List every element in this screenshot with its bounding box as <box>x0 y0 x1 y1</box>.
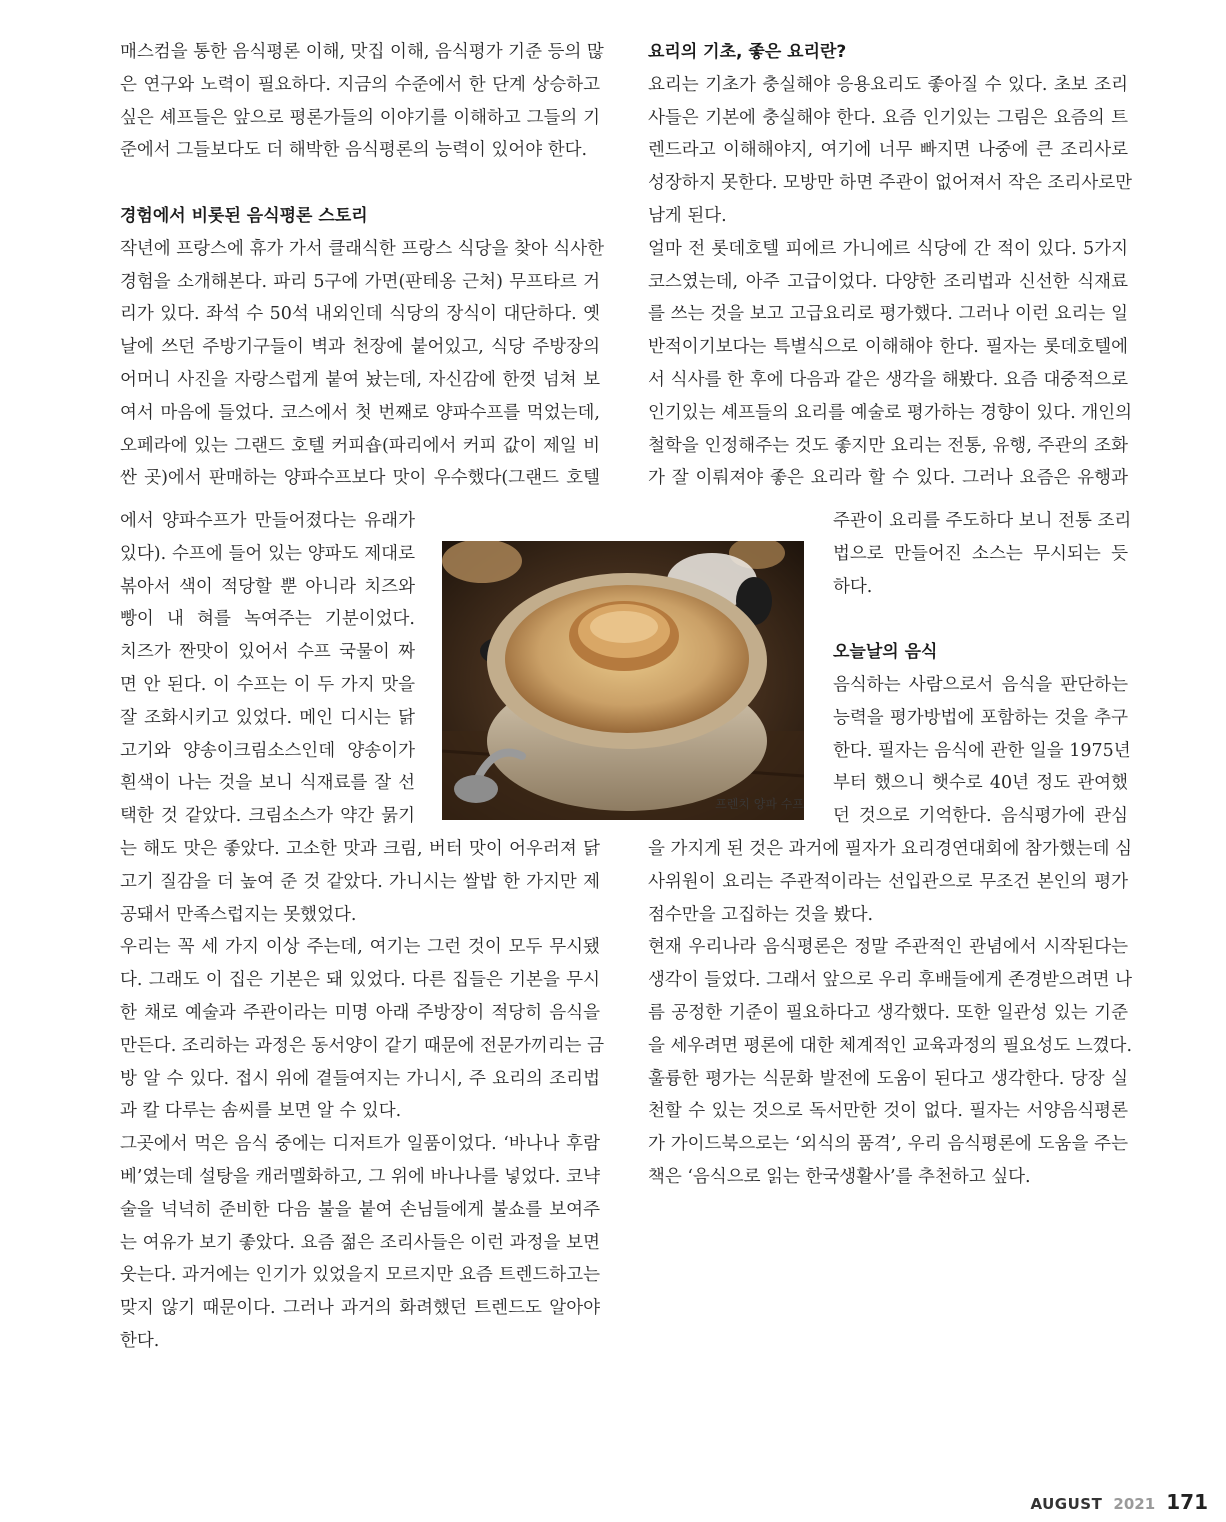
text-line: 점수만을 고집하는 것을 봤다. <box>648 904 874 925</box>
text-line: 요리는 기초가 충실해야 응용요리도 좋아질 수 있다. 초보 조리 <box>648 74 1128 95</box>
text-line: 어머니 사진을 자랑스럽게 붙여 놨는데, 자신감에 한껏 넘쳐 보 <box>120 369 600 390</box>
text-line: 가 가이드북으로는 ‘외식의 품격’, 우리 음식평론에 도움을 주는 <box>648 1134 1128 1155</box>
text-line: 고기 질감을 더 높여 준 것 같았다. 가니시는 쌀밥 한 가지만 제 <box>120 871 600 892</box>
text-line: 택한 것 같았다. 크림소스가 약간 묽기 <box>120 806 415 827</box>
page-footer <box>1030 1490 1208 1514</box>
right-column-top <box>648 36 1133 495</box>
text-line: 준에서 그들보다도 더 해박한 음식평론의 능력이 있어야 한다. <box>120 140 588 161</box>
heading-today: 오늘날의 음식 <box>833 642 938 663</box>
text-line: 경험을 소개해본다. 파리 5구에 가면(판테옹 근처) 무프타르 거 <box>120 271 600 292</box>
text-line: 사들은 기본에 충실해야 한다. 요즘 인기있는 그림은 요즘의 트 <box>648 107 1128 128</box>
text-line: 은 연구와 노력이 필요하다. 지금의 수준에서 한 단계 상승하고 <box>120 74 600 95</box>
text-line: 매스컴을 통한 음식평론 이해, 맛집 이해, 음식평가 기준 등의 많 <box>120 42 604 62</box>
text-line: 을 세우려면 평론에 대한 체계적인 교육과정의 필요성도 느꼈다. <box>648 1035 1133 1056</box>
text-line: 한다. 필자는 음식에 관한 일을 1975년 <box>833 740 1131 761</box>
text-line: 리가 있다. 좌석 수 50석 내외인데 식당의 장식이 대단하다. 옛 <box>120 304 600 325</box>
text-line: 있다). 수프에 들어 있는 양파도 제대로 <box>120 543 415 564</box>
text-line: 싼 곳)에서 판매하는 양파수프보다 맛이 우수했다(그랜드 호텔 <box>120 468 600 489</box>
text-line: 빵이 내 혀를 녹여주는 기분이었다. <box>120 609 415 630</box>
text-line: 공돼서 만족스럽지는 못했었다. <box>120 904 357 925</box>
text-line: 인기있는 셰프들의 요리를 예술로 평가하는 경향이 있다. 개인의 <box>648 402 1133 423</box>
text-line: 싶은 셰프들은 앞으로 평론가들의 이야기를 이해하고 그들의 기 <box>120 107 600 128</box>
page-number: 171 <box>1166 1490 1208 1514</box>
paragraph-recommendation <box>648 833 1133 1194</box>
text-line: 볶아서 색이 적당할 뿐 아니라 치즈와 <box>120 576 415 597</box>
text-line: 여서 마음에 들었다. 코스에서 첫 번째로 양파수프를 먹었는데, <box>120 402 600 423</box>
text-line: 오페라에 있는 그랜드 호텔 커피숍(파리에서 커피 값이 제일 비 <box>120 435 600 456</box>
footer-year: 2021 <box>1113 1495 1156 1513</box>
paragraph-sauce <box>833 505 1132 603</box>
text-line: 현재 우리나라 음식평론은 정말 주관적인 관념에서 시작된다는 <box>648 937 1128 958</box>
text-line: 주관이 요리를 주도하다 보니 전통 조리 <box>833 511 1132 531</box>
paragraph-soup <box>120 505 415 833</box>
text-line: 맞지 않기 때문이다. 그러나 과거의 화려했던 트렌드도 알아야 <box>120 1298 600 1319</box>
footer-month: AUGUST <box>1030 1495 1103 1513</box>
text-line: 는 여유가 보기 좋았다. 요즘 젊은 조리사들은 이런 과정을 보면 <box>120 1232 600 1253</box>
text-line: 렌드라고 이해해야지, 여기에 너무 빠지면 나중에 큰 조리사로 <box>648 140 1129 161</box>
text-line: 를 쓰는 것을 보고 고급요리로 평가했다. 그러나 이런 요리는 일 <box>648 304 1128 325</box>
text-line: 우리는 꼭 세 가지 이상 주는데, 여기는 그런 것이 모두 무시됐 <box>120 937 600 958</box>
paragraph-experience <box>120 233 605 495</box>
photo-caption: 프렌치 양파 수프 <box>715 797 804 811</box>
left-column-narrow <box>120 505 415 833</box>
text-line: 잘 조화시키고 있었다. 메인 디시는 닭 <box>120 707 415 728</box>
text-line: 서 식사를 한 후에 다음과 같은 생각을 해봤다. 요즘 대중적으로 <box>648 369 1128 390</box>
text-line: 하다. <box>833 576 873 597</box>
paragraph-garnish <box>120 833 605 1358</box>
text-line: 만든다. 조리하는 과정은 동서양이 같기 때문에 전문가끼리는 금 <box>120 1035 605 1056</box>
text-line: 성장하지 못한다. 모방만 하면 주관이 없어져서 작은 조리사로만 <box>648 173 1133 194</box>
left-column-bottom <box>120 833 605 1358</box>
text-line: 베’였는데 설탕을 캐러멜화하고, 그 위에 바나나를 넣었다. 코냑 <box>120 1166 600 1187</box>
right-column-narrow <box>833 505 1132 833</box>
paragraph-today <box>833 669 1131 833</box>
onion-soup-image <box>442 541 804 820</box>
text-line: 흰색이 나는 것을 보니 식재료를 잘 선 <box>120 773 415 794</box>
text-line: 면 안 된다. 이 수프는 이 두 가지 맛을 <box>120 674 415 695</box>
text-line: 법으로 만들어진 소스는 무시되는 듯 <box>833 543 1128 564</box>
text-line: 과 칼 다루는 솜씨를 보면 알 수 있다. <box>120 1101 402 1122</box>
left-column-top <box>120 36 605 495</box>
text-line: 을 가지게 된 것은 과거에 필자가 요리경연대회에 참가했는데 심 <box>648 839 1133 859</box>
text-line: 책은 ‘음식으로 읽는 한국생활사’를 추천하고 싶다. <box>648 1166 1031 1187</box>
text-line: 가 잘 이뤄져야 좋은 요리라 할 수 있다. 그러나 요즘은 유행과 <box>648 468 1128 489</box>
heading-basics: 요리의 기초, 좋은 요리란? <box>648 42 847 62</box>
text-line: 에서 양파수프가 만들어졌다는 유래가 <box>120 511 415 531</box>
text-line: 한다. <box>120 1330 160 1351</box>
right-column-bottom <box>648 833 1133 1194</box>
photo-onion-soup <box>442 541 804 820</box>
text-line: 다. 그래도 이 집은 기본은 돼 있었다. 다른 집들은 기본을 무시 <box>120 970 600 991</box>
text-line: 그곳에서 먹은 음식 중에는 디저트가 일품이었다. ‘바나나 후람 <box>120 1134 600 1155</box>
text-line: 름 공정한 기준이 필요하다고 생각했다. 또한 일관성 있는 기준 <box>648 1002 1128 1023</box>
text-line: 반적이기보다는 특별식으로 이해해야 한다. 필자는 롯데호텔에 <box>648 337 1128 358</box>
text-line: 철학을 인정해주는 것도 좋지만 요리는 전통, 유행, 주관의 조화 <box>648 435 1128 456</box>
text-line: 방 알 수 있다. 접시 위에 곁들여지는 가니시, 주 요리의 조리법 <box>120 1068 600 1089</box>
heading-experience: 경험에서 비롯된 음식평론 스토리 <box>120 205 368 226</box>
text-line: 훌륭한 평가는 식문화 발전에 도움이 된다고 생각한다. 당장 실 <box>648 1068 1128 1089</box>
text-line: 치즈가 짠맛이 있어서 수프 국물이 짜 <box>120 642 415 663</box>
text-line: 날에 쓰던 주방기구들이 벽과 천장에 붙어있고, 식당 주방장의 <box>120 337 600 358</box>
text-line: 고기와 양송이크림소스인데 양송이가 <box>120 740 415 761</box>
text-line: 던 것으로 기억한다. 음식평가에 관심 <box>833 806 1128 827</box>
text-line: 웃는다. 과거에는 인기가 있었을지 모르지만 요즘 트렌드하고는 <box>120 1265 600 1286</box>
text-line: 남게 된다. <box>648 205 727 226</box>
text-line: 사위원이 요리는 주관적이라는 선입관으로 무조건 본인의 평가 <box>648 871 1128 892</box>
text-line: 작년에 프랑스에 휴가 가서 클래식한 프랑스 식당을 찾아 식사한 <box>120 238 605 259</box>
paragraph-basics <box>648 69 1133 495</box>
text-line: 는 해도 맛은 좋았다. 고소한 맛과 크림, 버터 맛이 어우러져 닭 <box>120 839 600 859</box>
text-line: 생각이 들었다. 그래서 앞으로 우리 후배들에게 존경받으려면 나 <box>648 970 1133 991</box>
text-line: 부터 했으니 햇수로 40년 정도 관여했 <box>833 773 1128 794</box>
text-line: 천할 수 있는 것으로 독서만한 것이 없다. 필자는 서양음식평론 <box>648 1101 1128 1122</box>
text-line: 능력을 평가방법에 포함하는 것을 추구 <box>833 707 1128 728</box>
paragraph-intro <box>120 36 604 167</box>
text-line: 한 채로 예술과 주관이라는 미명 아래 주방장이 적당히 음식을 <box>120 1002 601 1023</box>
text-line: 음식하는 사람으로서 음식을 판단하는 <box>833 674 1128 695</box>
text-line: 얼마 전 롯데호텔 피에르 가니에르 식당에 간 적이 있다. 5가지 <box>648 238 1128 259</box>
text-line: 술을 넉넉히 준비한 다음 불을 붙여 손님들에게 불쇼를 보여주 <box>120 1199 600 1220</box>
text-line: 코스였는데, 아주 고급이었다. 다양한 조리법과 신선한 식재료 <box>648 271 1128 292</box>
